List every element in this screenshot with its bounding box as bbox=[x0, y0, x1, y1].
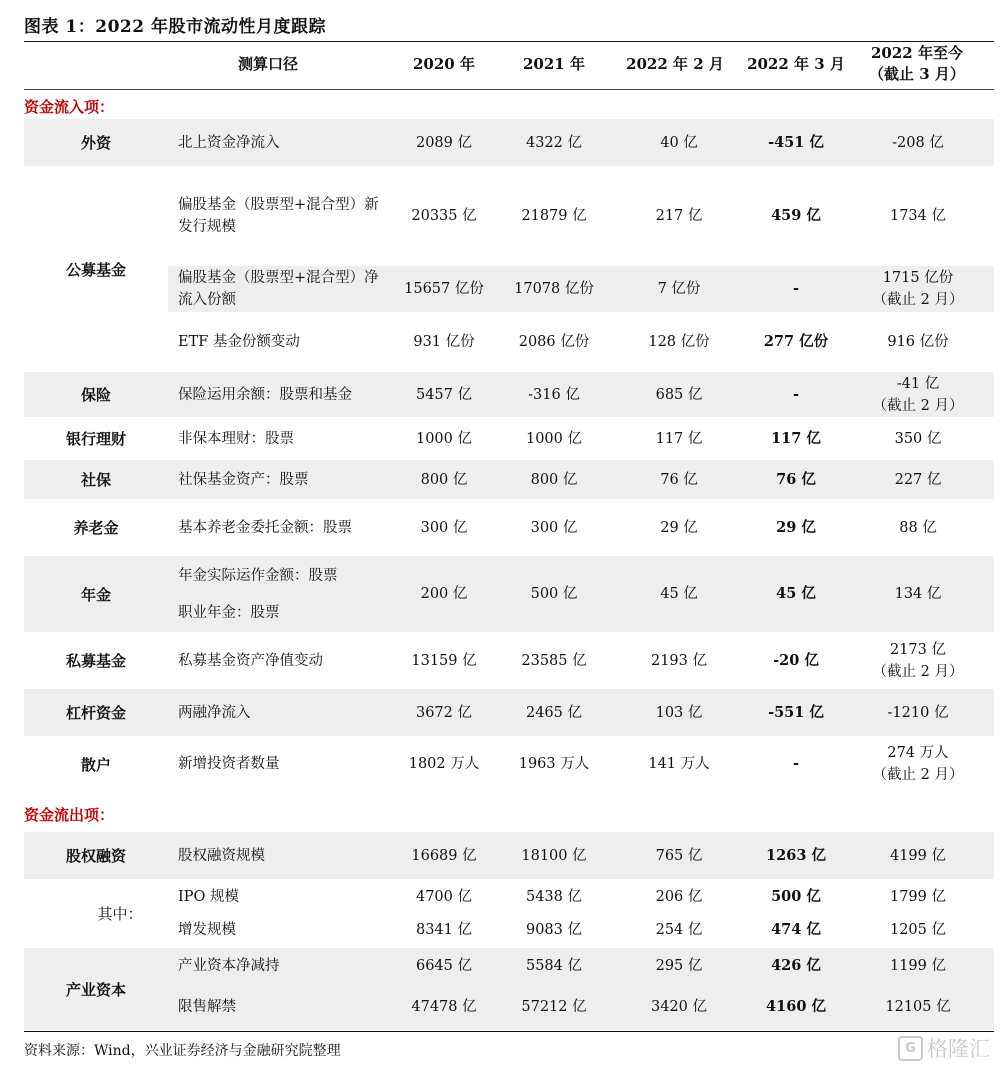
cell-northbound-feb: 40 亿 bbox=[660, 134, 698, 151]
cell-reduction-2020: 6645 亿 bbox=[415, 958, 472, 974]
category-chanye: 产业资本 bbox=[65, 980, 126, 999]
section-outflow: 资金流出项： bbox=[24, 806, 115, 824]
cell-insurance-mar: - bbox=[792, 385, 800, 403]
metric-equity: 股权融资规模 bbox=[178, 847, 265, 864]
section-inflow: 资金流入项： bbox=[24, 98, 115, 116]
cell-private-ytd-note: （截止 2 月） bbox=[872, 663, 964, 680]
metric-margin: 两融净流入 bbox=[178, 704, 251, 721]
cell-equity-2021: 18100 亿 bbox=[521, 847, 587, 864]
metric-bank: 非保本理财：股票 bbox=[178, 430, 294, 447]
cell-northbound-ytd: -208 亿 bbox=[892, 134, 944, 151]
metric-pension: 基本养老金委托金额：股票 bbox=[178, 519, 352, 536]
cell-seo-2021: 9083 亿 bbox=[525, 922, 582, 938]
category-guquan: 股权融资 bbox=[65, 847, 126, 865]
cell-private-mar: -20 亿 bbox=[773, 651, 819, 669]
cell-margin-2021: 2465 亿 bbox=[525, 704, 582, 721]
header-ytd bbox=[852, 43, 982, 85]
metric-private: 私募基金资产净值变动 bbox=[178, 652, 323, 669]
bottom-rule bbox=[24, 1031, 994, 1032]
cell-private-feb: 2193 亿 bbox=[650, 652, 707, 669]
cell-etf-feb: 128 亿份 bbox=[648, 334, 710, 350]
cell-northbound-2020: 2089 亿 bbox=[415, 134, 472, 151]
cell-private-2021: 23585 亿 bbox=[521, 652, 587, 669]
header-metric: 测算口径 bbox=[237, 55, 298, 73]
cell-bank-2021: 1000 亿 bbox=[525, 430, 582, 447]
cell-pension-ytd: 88 亿 bbox=[899, 519, 937, 536]
category-yanglao: 养老金 bbox=[73, 519, 119, 537]
cell-margin-mar: -551 亿 bbox=[768, 703, 824, 721]
cell-fund-net-mar: - bbox=[792, 280, 800, 297]
cell-seo-ytd: 1205 亿 bbox=[889, 922, 946, 938]
metric-seo: 增发规模 bbox=[178, 922, 236, 938]
row-seo bbox=[0, 915, 1000, 945]
cell-seo-mar: 474 亿 bbox=[771, 921, 821, 938]
cell-retail-ytd-note: （截止 2 月） bbox=[872, 767, 964, 783]
cell-insurance-ytd-note: （截止 2 月） bbox=[872, 397, 964, 414]
cell-fund-net-2021: 17078 亿份 bbox=[514, 281, 594, 297]
metric-fund-new: 偏股基金（股票型+混合型）新发行规模 bbox=[178, 197, 379, 235]
cell-etf-ytd: 916 亿份 bbox=[887, 334, 949, 350]
cell-etf-mar: 277 亿份 bbox=[763, 333, 829, 350]
cell-retail-2021: 1963 万人 bbox=[518, 756, 590, 772]
cell-pension-2020: 300 亿 bbox=[420, 519, 468, 536]
cell-annuity-mar: 45 亿 bbox=[776, 585, 816, 602]
cell-ipo-2021: 5438 亿 bbox=[525, 889, 582, 905]
cell-ipo-feb: 206 亿 bbox=[655, 889, 703, 905]
metric-retail: 新增投资者数量 bbox=[178, 756, 280, 772]
cell-margin-2020: 3672 亿 bbox=[415, 704, 472, 721]
cell-unlock-ytd: 12105 亿 bbox=[885, 999, 951, 1015]
cell-ipo-mar: 500 亿 bbox=[771, 888, 821, 905]
category-sanhu: 散户 bbox=[80, 755, 111, 774]
row-private bbox=[0, 632, 1000, 689]
cell-northbound-2021: 4322 亿 bbox=[525, 134, 582, 151]
metric-reduction: 产业资本净减持 bbox=[178, 958, 280, 974]
cell-private-ytd-value: 2173 亿 bbox=[889, 641, 946, 658]
cell-seo-2020: 8341 亿 bbox=[415, 922, 472, 938]
watermark-text: 格隆汇 bbox=[927, 1037, 990, 1061]
cell-margin-feb: 103 亿 bbox=[655, 704, 703, 721]
cell-retail-ytd-value: 274 万人 bbox=[887, 745, 949, 761]
cell-equity-feb: 765 亿 bbox=[655, 847, 703, 864]
cell-social-mar: 76 亿 bbox=[776, 470, 816, 488]
metric-fund-net: 偏股基金（股票型+混合型）净流入份额 bbox=[178, 270, 379, 308]
watermark-logo-icon: G bbox=[898, 1036, 923, 1061]
row-margin bbox=[0, 689, 1000, 736]
source-note: 资料来源：Wind，兴业证券经济与金融研究院整理 bbox=[24, 1043, 341, 1059]
cell-private-2020: 13159 亿 bbox=[411, 652, 477, 669]
cell-insurance-ytd bbox=[858, 372, 978, 417]
category-shebao: 社保 bbox=[80, 471, 111, 489]
cell-social-2021: 800 亿 bbox=[530, 471, 578, 488]
cell-equity-ytd: 4199 亿 bbox=[889, 847, 946, 864]
header-feb-2022: 2022 年 2 月 bbox=[626, 55, 724, 73]
cell-insurance-2020: 5457 亿 bbox=[415, 386, 472, 403]
metric-social: 社保基金资产：股票 bbox=[178, 471, 309, 488]
top-rule bbox=[24, 41, 994, 42]
cell-equity-2020: 16689 亿 bbox=[411, 847, 477, 864]
metric-etf: ETF 基金份额变动 bbox=[178, 334, 300, 350]
row-pension bbox=[0, 499, 1000, 556]
cell-annuity-2021: 500 亿 bbox=[530, 586, 578, 602]
cell-social-ytd: 227 亿 bbox=[894, 471, 942, 488]
cell-bank-ytd: 350 亿 bbox=[894, 430, 942, 447]
cell-seo-feb: 254 亿 bbox=[655, 922, 703, 938]
cell-fund-new-2020: 20335 亿 bbox=[411, 208, 477, 224]
metric-annuity bbox=[178, 556, 388, 632]
row-etf bbox=[0, 323, 1000, 361]
header-rule bbox=[24, 89, 994, 90]
cell-unlock-2020: 47478 亿 bbox=[411, 999, 477, 1015]
cell-retail-mar: - bbox=[792, 755, 800, 772]
category-gongmu: 公募基金 bbox=[65, 260, 126, 279]
cell-ipo-2020: 4700 亿 bbox=[415, 889, 472, 905]
cell-annuity-ytd: 134 亿 bbox=[894, 586, 942, 602]
cell-pension-mar: 29 亿 bbox=[776, 518, 816, 536]
metric-insurance: 保险运用余额：股票和基金 bbox=[178, 386, 352, 403]
row-fund-net bbox=[0, 266, 1000, 312]
row-northbound bbox=[0, 119, 1000, 166]
metric-ipo: IPO 规模 bbox=[178, 889, 239, 905]
cell-social-feb: 76 亿 bbox=[660, 471, 698, 488]
cell-etf-2021: 2086 亿份 bbox=[518, 334, 590, 350]
cell-fund-new-mar: 459 亿 bbox=[771, 207, 821, 224]
cell-bank-mar: 117 亿 bbox=[771, 429, 821, 447]
watermark bbox=[898, 1033, 990, 1063]
metric-northbound: 北上资金净流入 bbox=[178, 134, 280, 151]
header-mar-2022: 2022 年 3 月 bbox=[747, 55, 845, 73]
header-ytd-line2: （截止 3 月） bbox=[869, 65, 965, 83]
row-ipo bbox=[0, 882, 1000, 912]
row-equity bbox=[0, 832, 1000, 879]
metric-annuity-line1: 年金实际运作金额：股票 bbox=[178, 567, 338, 584]
cell-private-ytd bbox=[858, 632, 978, 689]
cell-pension-2021: 300 亿 bbox=[530, 519, 578, 536]
cell-retail-2020: 1802 万人 bbox=[408, 756, 480, 772]
cell-annuity-2020: 200 亿 bbox=[420, 586, 468, 602]
cell-fund-new-feb: 217 亿 bbox=[655, 208, 703, 224]
category-waizi: 外资 bbox=[80, 134, 111, 152]
row-bank bbox=[0, 417, 1000, 460]
category-qizhong: 其中： bbox=[97, 905, 143, 923]
cell-fund-new-ytd: 1734 亿 bbox=[889, 208, 946, 224]
cell-etf-2020: 931 亿份 bbox=[413, 334, 475, 350]
cell-reduction-feb: 295 亿 bbox=[655, 958, 703, 974]
cell-bank-2020: 1000 亿 bbox=[415, 430, 472, 447]
cell-reduction-ytd: 1199 亿 bbox=[889, 958, 946, 974]
cell-retail-ytd bbox=[858, 736, 978, 792]
cell-retail-feb: 141 万人 bbox=[648, 756, 710, 772]
cell-insurance-ytd-value: -41 亿 bbox=[896, 375, 940, 392]
cell-annuity-feb: 45 亿 bbox=[660, 586, 698, 602]
category-yinhang: 银行理财 bbox=[65, 430, 126, 448]
cell-reduction-2021: 5584 亿 bbox=[525, 958, 582, 974]
row-unlock bbox=[0, 992, 1000, 1022]
cell-fund-net-ytd-note: （截止 2 月） bbox=[872, 292, 964, 308]
category-simu: 私募基金 bbox=[65, 652, 126, 670]
metric-annuity-line2: 职业年金：股票 bbox=[178, 604, 280, 621]
row-annuity bbox=[0, 556, 1000, 632]
cell-fund-net-feb: 7 亿份 bbox=[657, 281, 701, 297]
row-retail bbox=[0, 736, 1000, 792]
cell-equity-mar: 1263 亿 bbox=[766, 846, 826, 864]
cell-fund-net-ytd bbox=[858, 266, 978, 312]
row-reduction bbox=[0, 951, 1000, 981]
cell-fund-net-2020: 15657 亿份 bbox=[404, 281, 484, 297]
row-fund-new bbox=[0, 190, 1000, 242]
cell-insurance-2021: -316 亿 bbox=[528, 386, 580, 403]
cell-bank-feb: 117 亿 bbox=[655, 430, 703, 447]
cell-insurance-feb: 685 亿 bbox=[655, 386, 703, 403]
cell-margin-ytd: -1210 亿 bbox=[887, 704, 949, 721]
cell-ipo-ytd: 1799 亿 bbox=[889, 889, 946, 905]
cell-unlock-feb: 3420 亿 bbox=[650, 999, 707, 1015]
header-ytd-line1: 2022 年至今 bbox=[871, 44, 963, 62]
row-insurance bbox=[0, 372, 1000, 417]
cell-fund-new-2021: 21879 亿 bbox=[521, 208, 587, 224]
cell-unlock-mar: 4160 亿 bbox=[766, 998, 826, 1015]
cell-northbound-mar: -451 亿 bbox=[768, 133, 824, 151]
category-baoxian: 保险 bbox=[80, 386, 111, 404]
metric-unlock: 限售解禁 bbox=[178, 999, 236, 1015]
header-2021: 2021 年 bbox=[523, 55, 585, 73]
cell-social-2020: 800 亿 bbox=[420, 471, 468, 488]
table-title: 图表 1：2022 年股市流动性月度跟踪 bbox=[24, 17, 326, 37]
header-2020: 2020 年 bbox=[413, 55, 475, 73]
category-ganggan: 杠杆资金 bbox=[65, 704, 126, 722]
cell-pension-feb: 29 亿 bbox=[660, 519, 698, 536]
cell-reduction-mar: 426 亿 bbox=[771, 957, 821, 974]
cell-fund-net-ytd-value: 1715 亿份 bbox=[882, 270, 954, 286]
category-nianjin: 年金 bbox=[80, 585, 111, 604]
cell-unlock-2021: 57212 亿 bbox=[521, 999, 587, 1015]
row-social bbox=[0, 460, 1000, 499]
